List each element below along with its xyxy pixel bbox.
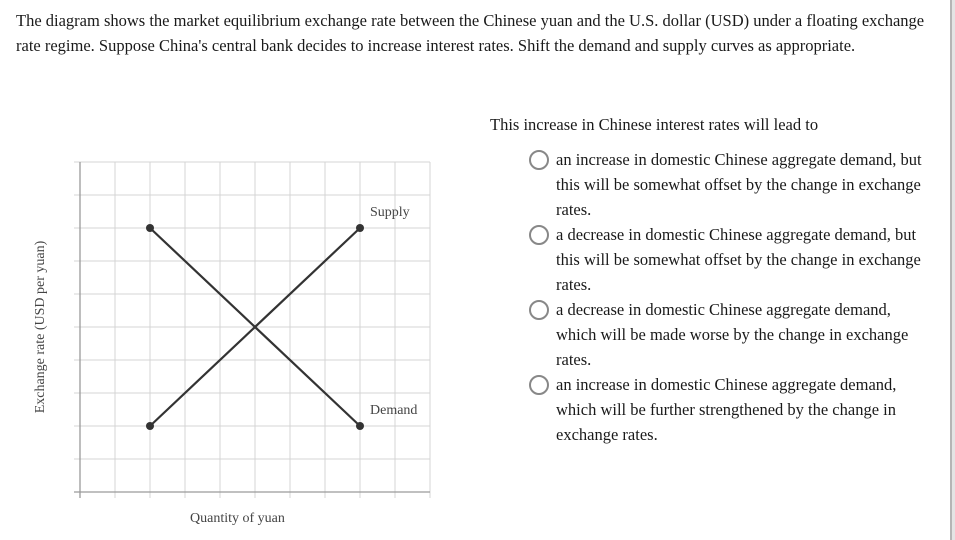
supply-end-handle[interactable] — [356, 224, 364, 232]
option-label: a decrease in domestic Chinese aggregate demand, which will be made worse by the change in exchange rates. — [556, 300, 909, 369]
answer-option-3[interactable] — [528, 297, 928, 372]
supply-start-handle[interactable] — [146, 422, 154, 430]
demand-start-handle[interactable] — [146, 224, 154, 232]
question-text: This increase in Chinese interest rates will lead to — [490, 115, 819, 134]
x-axis-label: Quantity of yuan — [190, 511, 285, 526]
option-label: a decrease in domestic Chinese aggregate demand, but this will be somewhat offset by the change in exchange rates. — [556, 225, 921, 294]
answer-options — [528, 147, 928, 447]
answer-option-1[interactable] — [528, 147, 928, 222]
answer-option-2[interactable] — [528, 222, 928, 297]
y-axis-label: Exchange rate (USD per yuan) — [33, 240, 48, 414]
radio-button-icon[interactable] — [529, 225, 549, 245]
option-label: an increase in domestic Chinese aggregate demand, but this will be somewhat offset by the change in exchange rates. — [556, 150, 922, 219]
supply-label: Supply — [370, 205, 410, 220]
radio-button-icon[interactable] — [529, 150, 549, 170]
exchange-rate-graph[interactable] — [0, 0, 460, 540]
radio-button-icon[interactable] — [529, 375, 549, 395]
radio-button-icon[interactable] — [529, 300, 549, 320]
option-label: an increase in domestic Chinese aggregate demand, which will be further strengthened by the change in exchange rates. — [556, 375, 897, 444]
demand-end-handle[interactable] — [356, 422, 364, 430]
question-prompt: The diagram shows the market equilibrium exchange rate between the Chinese yuan and the U.S. dollar (USD) under a floating exchange rate regime. Suppose China's central bank decides to increase interest rates. Shift the demand and supply curves as appropriate. — [16, 11, 925, 55]
demand-label: Demand — [370, 403, 418, 418]
answer-option-4[interactable] — [528, 372, 928, 447]
